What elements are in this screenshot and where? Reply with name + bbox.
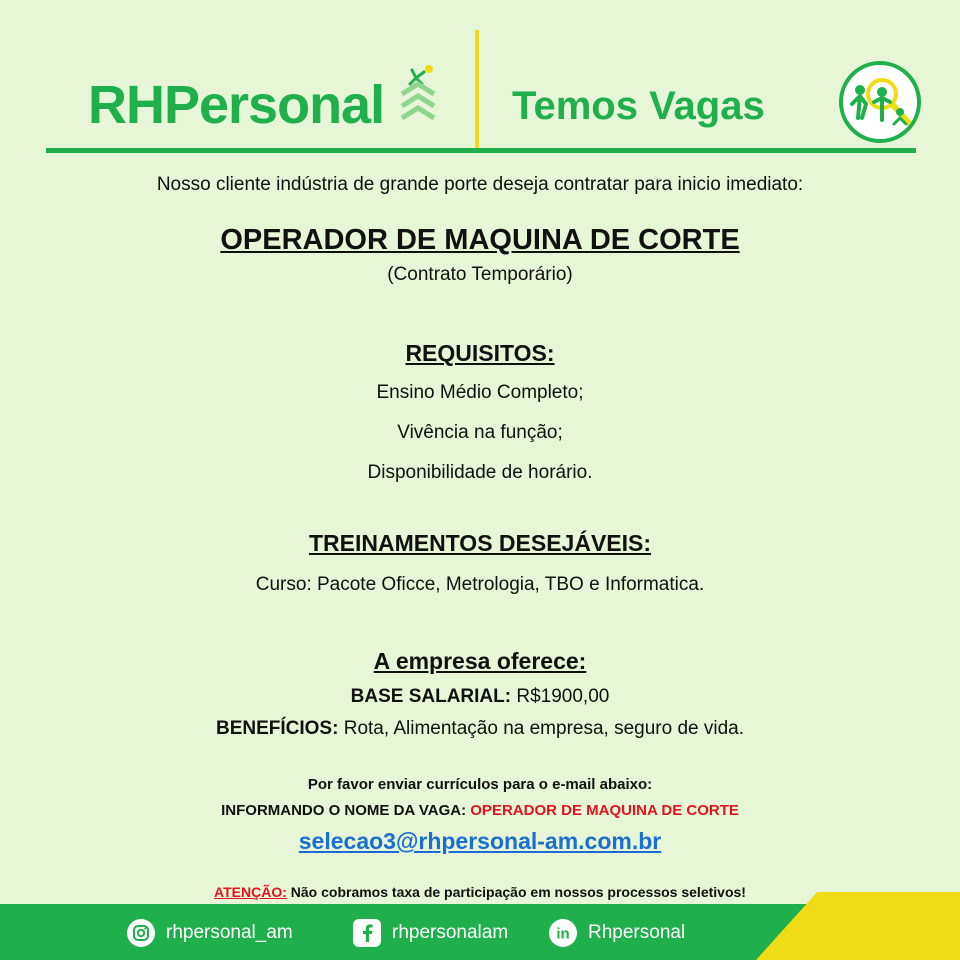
tagline: Temos Vagas [512, 84, 765, 128]
warning-text: Não cobramos taxa de participação em nossos processos seletivos! [286, 884, 746, 900]
requirement-item: Ensino Médio Completo; [376, 382, 584, 403]
contract-type: (Contrato Temporário) [387, 264, 573, 285]
email-note-job: OPERADOR DE MAQUINA DE CORTE [470, 802, 739, 819]
facebook-link[interactable] [352, 918, 508, 948]
linkedin-link[interactable] [548, 918, 685, 948]
linkedin-icon [548, 918, 578, 948]
training-title: TREINAMENTOS DESEJÁVEIS: [308, 530, 652, 556]
svg-text:in: in [556, 925, 570, 943]
instagram-icon [126, 918, 156, 948]
job-title: OPERADOR DE MAQUINA DE CORTE [220, 224, 740, 256]
brand-name: RHPersonal [88, 75, 385, 135]
benefits-value: Rota, Alimentação na empresa, seguro de vida. [338, 718, 745, 739]
benefits-label: BENEFÍCIOS: [215, 718, 339, 739]
email-note [0, 802, 960, 819]
email-link[interactable]: selecao3@rhpersonal-am.com.br [298, 828, 662, 854]
benefits-line [0, 718, 960, 740]
email-note-label: INFORMANDO O NOME DA VAGA: [221, 802, 471, 819]
salary-label: BASE SALARIAL: [350, 686, 512, 707]
brand-logo-icon [398, 64, 438, 126]
salary-line [0, 686, 960, 708]
instagram-handle: rhpersonal_am [166, 922, 293, 943]
instagram-link[interactable] [126, 918, 293, 948]
header-divider [475, 30, 479, 148]
warning-label: ATENÇÃO: [214, 884, 287, 900]
facebook-handle: rhpersonalam [392, 922, 509, 943]
requirement-item: Vivência na função; [397, 422, 563, 443]
email-intro: Por favor enviar currículos para o e-mail abaixo: [307, 776, 653, 793]
linkedin-handle: Rhpersonal [588, 922, 686, 943]
recruiting-seal-icon [838, 60, 922, 144]
facebook-icon [352, 918, 382, 948]
intro-text: Nosso cliente indústria de grande porte deseja contratar para inicio imediato: [156, 174, 804, 195]
requirements-title: REQUISITOS: [405, 340, 555, 366]
offer-title: A empresa oferece: [373, 648, 587, 674]
requirement-item: Disponibilidade de horário. [367, 462, 593, 483]
salary-value: R$1900,00 [511, 686, 610, 707]
header-rule [46, 148, 916, 153]
training-text: Curso: Pacote Oficce, Metrologia, TBO e Informatica. [255, 574, 705, 595]
